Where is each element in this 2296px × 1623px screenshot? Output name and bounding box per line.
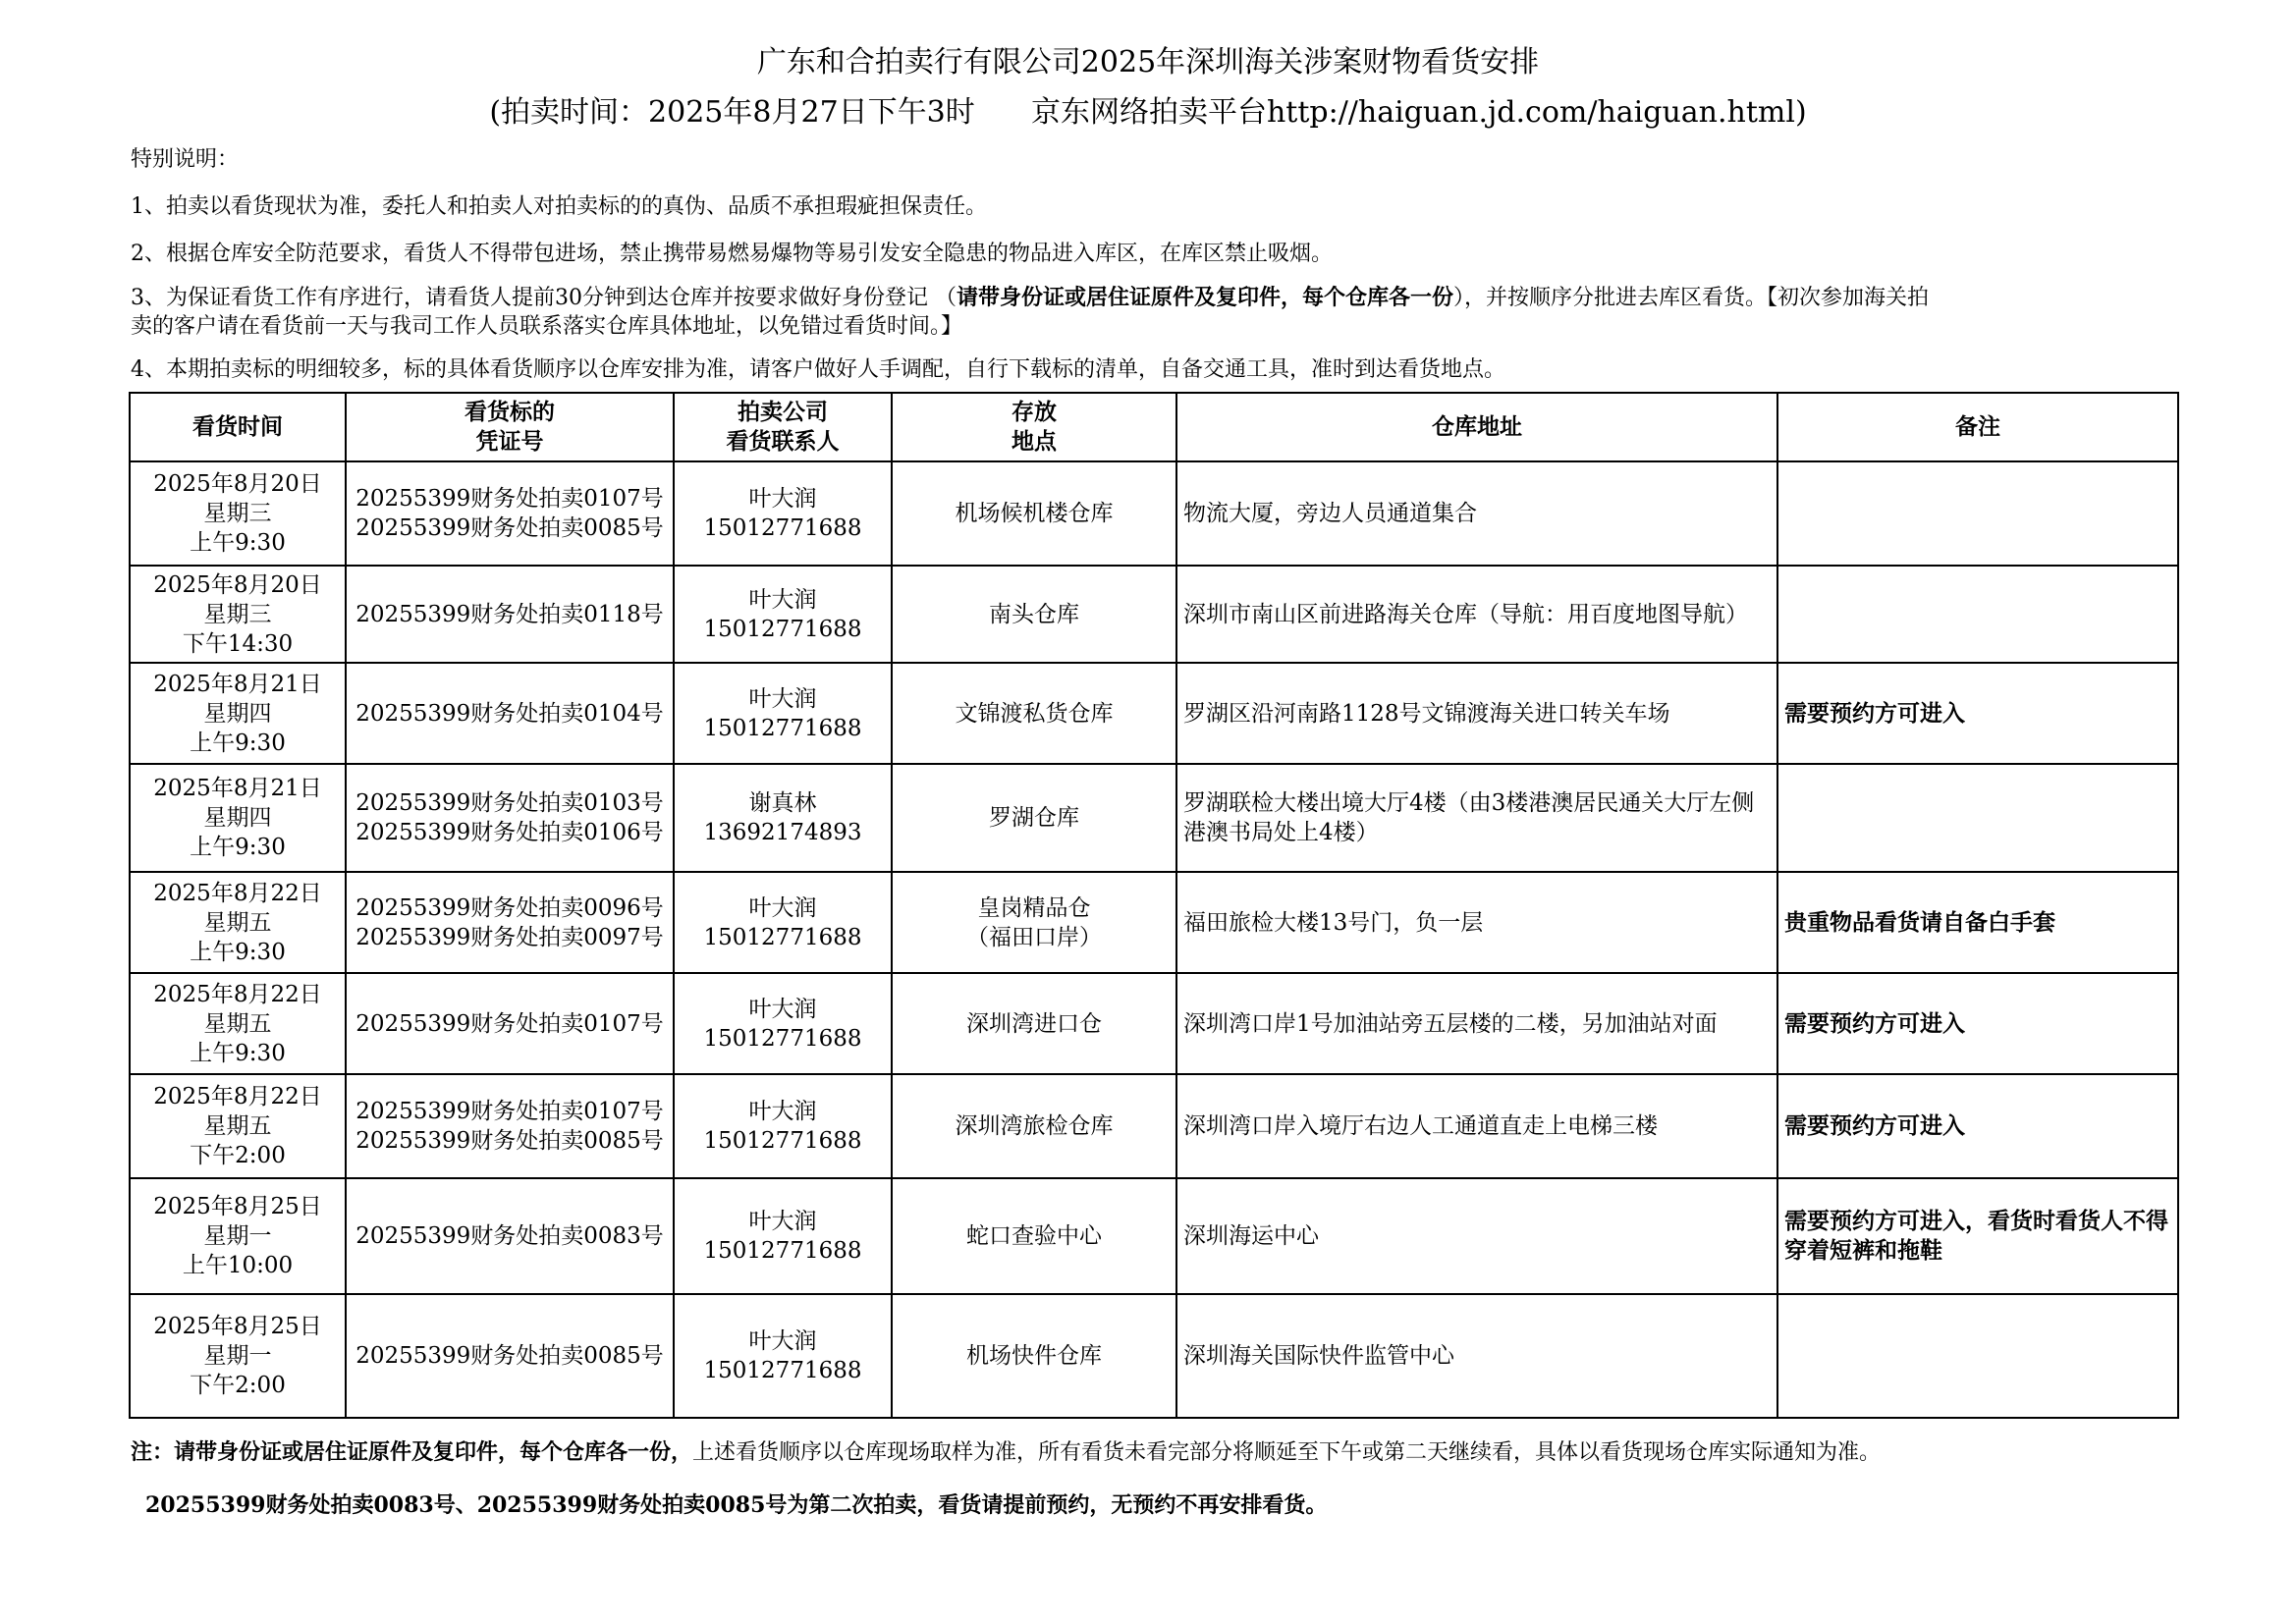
cell-warehouse-address [1176, 764, 1777, 872]
cell-remark [1777, 566, 2178, 663]
cell-contact [674, 1074, 892, 1178]
cell-remark [1777, 973, 2178, 1074]
header-voucher: 看货标的 凭证号 [346, 393, 674, 461]
table-row [130, 872, 2178, 973]
cell-contact [674, 1178, 892, 1294]
storage-place: 皇岗精品仓 [977, 894, 1091, 921]
contact-name: 叶大润 [748, 894, 817, 921]
cell-voucher-numbers [346, 566, 674, 663]
footer-note-emphasis: 注：请带身份证或居住证原件及复印件，每个仓库各一份， [131, 1439, 693, 1465]
cell-viewing-time [130, 663, 346, 764]
schedule-table [129, 392, 2179, 1419]
remark-text: 需要预约方可进入 [1784, 699, 1965, 727]
voucher-number: 20255399财务处拍卖0104号 [355, 700, 664, 727]
warehouse-address: 罗湖区沿河南路1128号文锦渡海关进口转关车场 [1183, 700, 1670, 727]
warehouse-address: 罗湖联检大楼出境大厅4楼（由3楼港澳居民通关大厅左侧港澳书局处上4楼） [1183, 790, 1755, 845]
cell-storage-place [892, 566, 1176, 663]
cell-warehouse-address [1176, 872, 1777, 973]
contact-phone: 13692174893 [703, 820, 862, 845]
voucher-number: 20255399财务处拍卖0083号 [355, 1223, 664, 1249]
cell-storage-place [892, 872, 1176, 973]
viewing-clock-time: 下午2:00 [190, 1143, 286, 1168]
cell-storage-place [892, 1178, 1176, 1294]
voucher-number: 20255399财务处拍卖0085号 [355, 515, 664, 541]
contact-name: 叶大润 [748, 486, 817, 512]
header-contact: 拍卖公司 看货联系人 [674, 393, 892, 461]
viewing-clock-time: 上午9:30 [190, 530, 286, 556]
cell-voucher-numbers [346, 663, 674, 764]
cell-storage-place [892, 663, 1176, 764]
footer-note-text: 上述看货顺序以仓库现场取样为准，所有看货未看完部分将顺延至下午或第二天继续看，具体以看货现场仓库实际通知为准。 [692, 1440, 1882, 1465]
viewing-clock-time: 上午9:30 [190, 730, 286, 756]
cell-voucher-numbers [346, 1178, 674, 1294]
storage-place: （福田口岸） [966, 924, 1102, 950]
viewing-date: 2025年8月21日 [153, 671, 322, 697]
contact-name: 谢真林 [748, 790, 817, 816]
viewing-date: 2025年8月25日 [153, 1194, 322, 1219]
contact-name: 叶大润 [748, 1099, 817, 1124]
cell-warehouse-address [1176, 1074, 1777, 1178]
remark-text: 贵重物品看货请自备白手套 [1784, 908, 2055, 936]
contact-phone: 15012771688 [703, 616, 862, 642]
viewing-date: 2025年8月22日 [153, 981, 322, 1007]
footer-second-auction-note: 20255399财务处拍卖0083号、20255399财务处拍卖0085号为第二次拍卖，看货请提前预约，无预约不再安排看货。 [145, 1492, 1328, 1518]
contact-phone: 15012771688 [703, 1128, 862, 1154]
cell-contact [674, 461, 892, 566]
warehouse-address: 深圳海运中心 [1183, 1223, 1319, 1249]
viewing-clock-time: 上午9:30 [190, 939, 286, 965]
viewing-date: 2025年8月20日 [153, 571, 322, 598]
contact-name: 叶大润 [748, 1209, 817, 1234]
cell-warehouse-address [1176, 1294, 1777, 1418]
contact-name: 叶大润 [748, 996, 817, 1022]
viewing-weekday: 星期四 [203, 805, 272, 831]
note-item-3-line-1 [131, 283, 2183, 313]
cell-warehouse-address [1176, 461, 1777, 566]
viewing-date: 2025年8月22日 [153, 880, 322, 906]
cell-warehouse-address [1176, 663, 1777, 764]
document-subtitle: (拍卖时间：2025年8月27日下午3时 京东网络拍卖平台http://haiguan.jd.com/haiguan.html) [489, 95, 1807, 130]
table-row [130, 1294, 2178, 1418]
viewing-date: 2025年8月22日 [153, 1084, 322, 1109]
viewing-weekday: 星期五 [203, 1113, 272, 1139]
contact-phone: 15012771688 [703, 1238, 862, 1264]
cell-remark [1777, 461, 2178, 566]
contact-name: 叶大润 [748, 586, 817, 613]
viewing-date: 2025年8月20日 [153, 471, 322, 497]
voucher-number: 20255399财务处拍卖0085号 [355, 1343, 664, 1369]
contact-phone: 15012771688 [703, 924, 862, 950]
note-item-2: 2、根据仓库安全防范要求，看货人不得带包进场，禁止携带易燃易爆物等易引发安全隐患的物品进入库区，在库区禁止吸烟。 [131, 242, 1334, 266]
cell-voucher-numbers [346, 1294, 674, 1418]
voucher-number: 20255399财务处拍卖0118号 [355, 601, 664, 627]
cell-contact [674, 973, 892, 1074]
cell-voucher-numbers [346, 1074, 674, 1178]
warehouse-address: 深圳湾口岸入境厅右边人工通道直走上电梯三楼 [1183, 1113, 1658, 1139]
viewing-clock-time: 下午2:00 [190, 1373, 286, 1398]
viewing-date: 2025年8月25日 [153, 1314, 322, 1339]
viewing-weekday: 星期五 [203, 1010, 272, 1037]
cell-contact [674, 566, 892, 663]
remark-text: 需要预约方可进入 [1784, 1009, 1965, 1037]
cell-warehouse-address [1176, 566, 1777, 663]
voucher-number: 20255399财务处拍卖0106号 [355, 820, 664, 845]
document-title: 广东和合拍卖行有限公司2025年深圳海关涉案财物看货安排 [756, 45, 1540, 80]
contact-phone: 15012771688 [703, 715, 862, 741]
cell-viewing-time [130, 1178, 346, 1294]
warehouse-address: 福田旅检大楼13号门，负一层 [1183, 909, 1484, 936]
cell-viewing-time [130, 1294, 346, 1418]
cell-remark [1777, 663, 2178, 764]
table-header-row [130, 393, 2178, 461]
viewing-weekday: 星期三 [203, 501, 272, 526]
voucher-number: 20255399财务处拍卖0103号 [355, 790, 664, 816]
footer-note [131, 1437, 2193, 1468]
viewing-date: 2025年8月21日 [153, 776, 322, 801]
cell-storage-place [892, 764, 1176, 872]
remark-text: 需要预约方可进入 [1784, 1112, 1965, 1139]
cell-voucher-numbers [346, 973, 674, 1074]
cell-viewing-time [130, 566, 346, 663]
voucher-number: 20255399财务处拍卖0107号 [355, 1099, 664, 1124]
note-item-3-line-2: 卖的客户请在看货前一天与我司工作人员联系落实仓库具体地址，以免错过看货时间。】 [131, 314, 963, 339]
viewing-clock-time: 下午14:30 [182, 630, 294, 657]
table-body [130, 461, 2178, 1418]
voucher-number: 20255399财务处拍卖0097号 [355, 924, 664, 950]
storage-place: 文锦渡私货仓库 [955, 700, 1114, 727]
cell-warehouse-address [1176, 1178, 1777, 1294]
storage-place: 深圳湾进口仓 [966, 1010, 1102, 1037]
storage-place: 机场候机楼仓库 [955, 501, 1114, 526]
table-row [130, 566, 2178, 663]
storage-place: 机场快件仓库 [966, 1343, 1102, 1369]
viewing-weekday: 星期五 [203, 909, 272, 936]
warehouse-address: 物流大厦，旁边人员通道集合 [1183, 501, 1477, 526]
table-row [130, 973, 2178, 1074]
contact-phone: 15012771688 [703, 1358, 862, 1383]
cell-contact [674, 872, 892, 973]
voucher-number: 20255399财务处拍卖0085号 [355, 1128, 664, 1154]
viewing-clock-time: 上午9:30 [190, 1040, 286, 1066]
cell-contact [674, 764, 892, 872]
note-item-3-emphasis: 请带身份证或居住证原件及复印件，每个仓库各一份 [957, 285, 1454, 310]
header-place: 存放 地点 [892, 393, 1176, 461]
voucher-number: 20255399财务处拍卖0107号 [355, 486, 664, 512]
notes-heading: 特别说明： [131, 147, 240, 172]
viewing-weekday: 星期一 [203, 1223, 272, 1249]
warehouse-address: 深圳市南山区前进路海关仓库（导航：用百度地图导航） [1183, 601, 1748, 627]
warehouse-address: 深圳湾口岸1号加油站旁五层楼的二楼，另加油站对面 [1183, 1010, 1718, 1037]
viewing-clock-time: 上午9:30 [190, 835, 286, 860]
voucher-number: 20255399财务处拍卖0107号 [355, 1010, 664, 1037]
table-row [130, 663, 2178, 764]
viewing-weekday: 星期一 [203, 1343, 272, 1369]
note-item-4: 4、本期拍卖标的明细较多，标的具体看货顺序以仓库安排为准，请客户做好人手调配，自行下载标的清单，自备交通工具，准时到达看货地点。 [131, 357, 1506, 382]
cell-remark [1777, 764, 2178, 872]
storage-place: 南头仓库 [989, 601, 1079, 627]
cell-remark [1777, 1178, 2178, 1294]
cell-voucher-numbers [346, 872, 674, 973]
voucher-number: 20255399财务处拍卖0096号 [355, 894, 664, 921]
cell-voucher-numbers [346, 764, 674, 872]
header-time: 看货时间 [130, 393, 346, 461]
table-row [130, 461, 2178, 566]
contact-name: 叶大润 [748, 1328, 817, 1354]
note-item-1: 1、拍卖以看货现状为准，委托人和拍卖人对拍卖标的的真伪、品质不承担瑕疵担保责任。 [131, 194, 988, 219]
viewing-weekday: 星期四 [203, 700, 272, 727]
storage-place: 罗湖仓库 [989, 805, 1079, 831]
header-remark: 备注 [1777, 393, 2178, 461]
cell-viewing-time [130, 872, 346, 973]
viewing-clock-time: 上午10:00 [182, 1253, 294, 1278]
cell-remark [1777, 1074, 2178, 1178]
cell-contact [674, 663, 892, 764]
cell-viewing-time [130, 764, 346, 872]
warehouse-address: 深圳海关国际快件监管中心 [1183, 1343, 1454, 1369]
cell-contact [674, 1294, 892, 1418]
table-row [130, 1074, 2178, 1178]
table-row [130, 764, 2178, 872]
storage-place: 深圳湾旅检仓库 [955, 1113, 1114, 1139]
note-item-3-text-c: ），并按顺序分批进去库区看货。【初次参加海关拍 [1453, 286, 1930, 310]
viewing-weekday: 星期三 [203, 601, 272, 627]
cell-remark [1777, 1294, 2178, 1418]
cell-storage-place [892, 1294, 1176, 1418]
cell-warehouse-address [1176, 973, 1777, 1074]
cell-voucher-numbers [346, 461, 674, 566]
note-item-3-text-a: 3、为保证看货工作有序进行，请看货人提前30分钟到达仓库并按要求做好身份登记 （ [131, 286, 957, 310]
remark-text: 需要预约方可进入，看货时看货人不得穿着短裤和拖鞋 [1784, 1208, 2168, 1264]
table-row [130, 1178, 2178, 1294]
cell-viewing-time [130, 461, 346, 566]
cell-viewing-time [130, 1074, 346, 1178]
cell-remark [1777, 872, 2178, 973]
cell-storage-place [892, 973, 1176, 1074]
cell-viewing-time [130, 973, 346, 1074]
cell-storage-place [892, 461, 1176, 566]
contact-phone: 15012771688 [703, 515, 862, 541]
storage-place: 蛇口查验中心 [966, 1223, 1102, 1249]
header-address: 仓库地址 [1176, 393, 1777, 461]
contact-phone: 15012771688 [703, 1025, 862, 1052]
contact-name: 叶大润 [748, 685, 817, 712]
cell-storage-place [892, 1074, 1176, 1178]
